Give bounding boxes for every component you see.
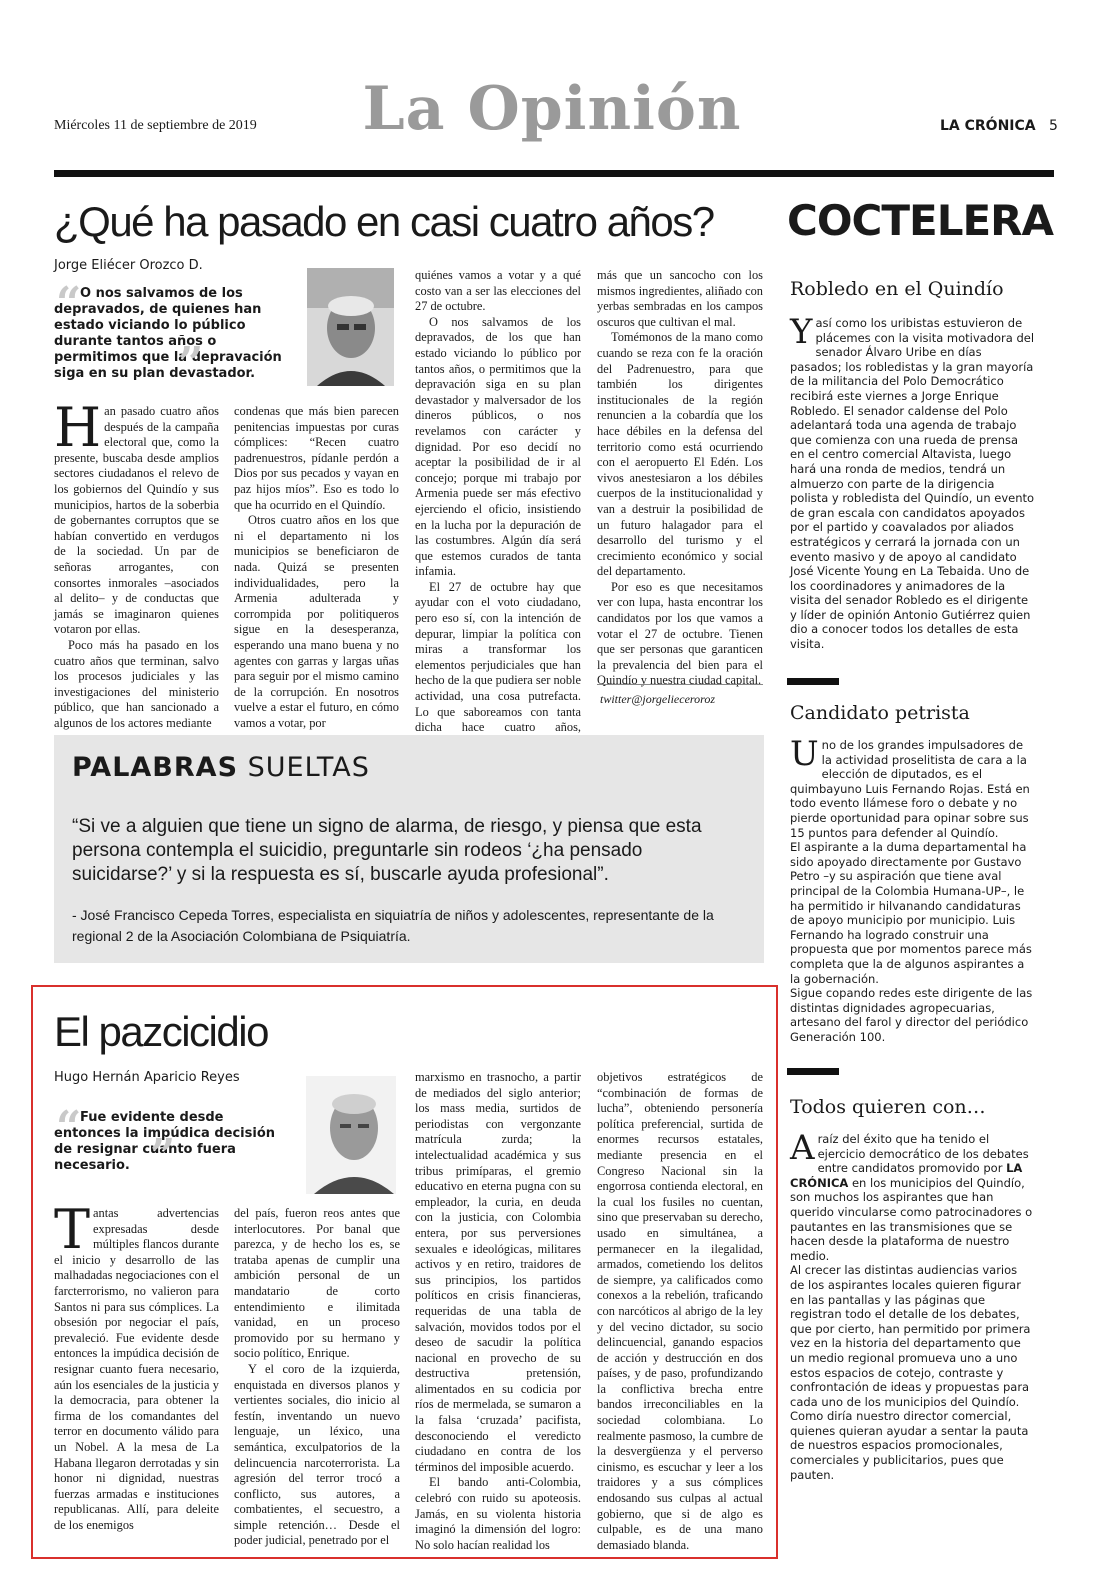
- article1-column-2: [234, 404, 399, 731]
- paragraph: así como los uribistas estuvieron de plácemes con la visita motivadora del senador Álvaro Uribe en días pasados; los robledistas y la gran mayoría de la militancia del Polo Democrático recibirá este viernes a Jorge Enrique Robledo. El senador caldense del Polo adelantará toda una agenda de trabajo que comienza con una rueda de prensa en el centro comercial Altavista, luego hará una ronda de medios, tendrá un almuerzo con parte de la dirigencia polista y robledista del Quindío, un evento de gran escala con candidatos apoyados por el partido y coavalados por aliados estratégicos y cerrará la jornada con un evento masivo y de apoyo al candidato José Vicente Young en La Tebaida. Uno de los coordinadores y animadores de la visita del senador Robledo es el dirigente y líder de opinión Antonio Gutiérrez quien dio a conocer todos los detalles de esta visita.: [790, 316, 1035, 652]
- page-number: 5: [1049, 118, 1058, 134]
- coctelera-heading: Robledo en el Quindío: [790, 278, 1004, 300]
- coctelera-heading: Candidato petrista: [790, 702, 970, 724]
- title-bold: PALABRAS: [72, 752, 239, 783]
- article1-column-3: [415, 268, 581, 751]
- article2-column-2: [234, 1206, 400, 1549]
- paragraph: Sigue copando redes este dirigente de las distintas dignidades agropecuarias, artesano del farol y director del periódico Generación 100.: [790, 986, 1033, 1044]
- pull-quote: [54, 1102, 294, 1181]
- paragraph: más que un sancocho con los mismos ingredientes, aliñado con yerbas sembradas en los campos oscuros que cultivan el mal.: [597, 268, 763, 329]
- paragraph: antas advertencias expresadas desde múltiples flancos durante el inicio y desarrollo de las malhadadas negociaciones con el farcterrorismo, no valieron para Santos ni para sus cómplices. La obsesión por negociar el país, prevaleció. Fue evidente desde entonces la impúdica decisión de resignar cuanto fuera necesario, aún los esenciales de la justicia y la democracia, para obtener la firma de los comandantes del terror en documento válido para un Nobel. A la mesa de La Habana llegaron derrotadas y sin honor ni dignidad, nuestras fuerzas armadas e instituciones republicanas. Allí, para deleite de los enemigos: [54, 1206, 219, 1532]
- drop-cap: H: [54, 396, 102, 459]
- coctelera-item: [790, 734, 1035, 1044]
- paragraph: Como diría nuestro director comercial, quienes quieran ayudar a sentar la pauta de nuestros espacios promocionales, comerciales y publicitarios, pues que pauten.: [790, 1409, 1029, 1482]
- quote-text: “Si ve a alguien que tiene un signo de alarma, de riesgo, y piensa que esta persona contempla el suicidio, preguntarle sin rodeos ‘¿ha pensado suicidarse?’ y si la respuesta es sí, buscarle ayuda profesional”.: [72, 816, 702, 885]
- author-portrait-icon: [306, 1076, 396, 1194]
- drop-cap: U: [790, 734, 819, 774]
- quote-attribution: - José Francisco Cepeda Torres, especialista en siquiatría de niños y adolescentes, representante de la regional 2 de la Asociación Colombiana de Psiquiatría.: [72, 907, 714, 944]
- article-author: Jorge Eliécer Orozco D.: [54, 258, 203, 273]
- section-title: La Opinión: [362, 74, 742, 144]
- close-quote-icon: ”: [178, 338, 204, 389]
- article2-column-1: [54, 1198, 219, 1533]
- article2-column-4: [597, 1070, 763, 1553]
- open-quote-icon: “: [56, 278, 82, 329]
- text: raíz del éxito que ha tenido el ejercicio democrático de los debates entre candidatos promovido por: [817, 1132, 1029, 1176]
- paragraph: quiénes vamos a votar y a qué costo van a ser las elecciones del 27 de octubre.: [415, 268, 581, 314]
- paragraph: O nos salvamos de los depravados, de los que han estado viciando lo público por tantos años, o permitimos que la depravación siga en su plan devastador y malversador de los dineros públicos, o nos revelamos con carácter y dignidad. Por eso decidí no aceptar la posibilidad de ir al concejo; porque mi trabajo por Armenia puede ser más efectivo ejerciendo el oficio, insistiendo en la lucha por la depuración de las costumbres. Algún día será que estemos curados de tanta infamia.: [415, 314, 581, 579]
- article2-column-3: [415, 1070, 581, 1553]
- paragraph: El bando anti-Colombia, celebró con ruido su apoteosis. Jamás, en su violenta historia imaginó la dimensión del logro: No solo hacían realidad los: [415, 1475, 581, 1552]
- coctelera-item: [790, 1128, 1035, 1482]
- article1-column-1: [54, 396, 219, 731]
- author-photo: [307, 268, 394, 386]
- drop-cap: Y: [790, 312, 813, 352]
- paragraph: no de los grandes impulsadores de la actividad proselitista de cara a la elección de diputados, es el quimbayuno Luis Fernando Rojas. Está en todo evento llámese foro o debate y no pierde oportunidad para opinar sobre sus 15 puntos para defender al Quindío.: [790, 738, 1030, 840]
- pull-quote: [54, 278, 294, 389]
- paragraph: condenas que más bien parecen penitencias impuestas por curas cómplices: “Recen cuatro padrenuestros, pídanle perdón a Dios por sus pecados y vayan en paz hijos míos”. Eso es todo lo que ha ocurrido en el Quindío.: [234, 404, 399, 512]
- paragraph: Tomémonos de la mano como cuando se reza con fe la oración del Padrenuestro, para que también los dirigentes institucionales de la región renuncien a la cobardía que los hace débiles en la defensa del territorio como está ocurriendo con el aeropuerto El Edén. Los vivos anestesiaron a los débiles cuerpos de la institucionalidad y van a destruir la posibilidad de un futuro halagador para el desarrollo del turismo y el crecimiento económico y social del departamento.: [597, 330, 763, 579]
- paragraph: marxismo en trasnocho, a partir de mediados del siglo anterior; los mass media, surtidos de periodistas con vergonzante matrícula zurda; la intelectualidad académica y sus tribus primíparas, el gremio educativo en eterna pugna con su empleador, la curia, en deuda con la justicia, con Colombia entera, por sus perversiones sexuales e ideológicas, militares activos y en retiro, traidores de sus principios, los partidos políticos en crisis financieras, requeridas de una tabla de salvación, movidos todos por el deseo de sacudir la política nacional en provecho de su destructiva pretensión, alimentados en su codicia por ríos de mermelada, se sumaron a la falsa ‘cruzada’ pacifista, desconociendo el veredicto ciudadano en contra de los términos del imposible acuerdo.: [415, 1070, 581, 1474]
- paragraph: del país, fueron reos antes que interlocutores. Por banal que parezca, y de hecho los es, se trataba apenas de cumplir una ambición personal de un mandatario de corto entendimiento e ilimitada vanidad, en un proceso promovido por su hermano y socio político, Enrique.: [234, 1206, 400, 1361]
- paragraph: Y el coro de la izquierda, enquistada en diversos planos y vertientes sociales, dio inicio al festín, inventando un nuevo lenguaje, un léxico, una semántica, exculpatorios de la delincuencia narcoterrorista. La agresión del terror trocó a conflicto, sus autores, a combatientes, el secuestro, a simple retención… Desde el poder judicial, penetrado por el: [234, 1361, 400, 1548]
- pull-quote-text: O nos salvamos de los depravados, de quienes han estado viciando lo público durante tantos años o permitimos que la depravación siga en su plan devastador.: [54, 286, 282, 381]
- paragraph: Otros cuatro años en los que ni el departamento ni los municipios se beneficiaron de nada. Quizá se presenten individualidades, pero la Armenia adulterada y corrompida por politiqueros sigue en la desesperanza, esperando una mano buena y no agentes con garras y largas uñas para seguir por el mismo camino de la corrupción. En nosotros vuelve a estar el futuro, en cómo vamos a votar, por: [234, 513, 399, 730]
- paragraph: El 27 de octubre hay que ayudar con el voto ciudadano, pero eso sí, con la intención de depurar, limpiar la política con miras a transformar los elementos perjudiciales que han hecho de la que pudiera ser noble actividad, una cosa putrefacta. Lo que saboreamos con tanta dicha hace cuatro años,: [415, 579, 581, 735]
- author-photo: [306, 1076, 396, 1194]
- paragraph: Poco más ha pasado en los cuatro años que terminan, salvo los procesos judiciales y las investigaciones del ministerio público, que han sancionado a algunos de los actores mediante: [54, 637, 219, 730]
- article-title: El pazcicidio: [54, 1008, 268, 1055]
- paragraph: El aspirante a la duma departamental ha sido apoyado directamente por Gustavo Petro –y su aspiración que tiene aval principal de la Colombia Humana-UP–, le ha permitido ir hilvanando candidaturas de apoyo municipio por municipio. Luis Fernando ha logrado construir una propuesta que por momentos parece más completa que la de algunos aspirantes a la gobernación.: [790, 840, 1032, 986]
- paragraph: Por eso es que necesitamos ver con lupa, hasta encontrar los candidatos por los que vamos a votar el 27 de octubre. Tienen que ser personas que garanticen la prevalencia del bien para el Quindío y nuestra ciudad capital.: [597, 579, 763, 688]
- issue-date: Miércoles 11 de septiembre de 2019: [54, 118, 257, 133]
- close-quote-icon: ”: [150, 1130, 176, 1181]
- newspaper-name-inline: LA CRÓNICA: [790, 1161, 1023, 1190]
- title-light: SUELTAS: [247, 752, 370, 783]
- drop-cap: T: [54, 1198, 91, 1261]
- author-portrait-icon: [307, 268, 394, 386]
- twitter-rule: [597, 684, 763, 685]
- section-rule: [787, 1068, 839, 1075]
- pull-quote-text: Fue evidente desde entonces la impúdica decisión de resignar cuanto fuera necesario.: [54, 1110, 276, 1173]
- author-twitter: twitter@jorgelieceroroz: [600, 692, 716, 706]
- drop-cap: A: [790, 1128, 815, 1168]
- text: en los municipios del Quindío, son muchos los aspirantes que han querido vincularse como patrocinadores o pautantes en las transmisiones que se hacen desde la plataforma de nuestro medio.: [790, 1175, 1033, 1263]
- paragraph: Al crecer las distintas audiencias varios de los aspirantes locales quieren figurar en las pantallas y las páginas que registran todo el detalle de los debates, que por cierto, han permitido por primera vez en la historia del departamento que un medio regional promueva uno a uno estos espacios de cotejo, contraste y confrontación de ideas y propuestas para cada uno de los municipios del Quindío.: [790, 1263, 1031, 1409]
- section-rule: [787, 678, 839, 685]
- article-author: Hugo Hernán Aparicio Reyes: [54, 1070, 240, 1085]
- header-rule: [54, 170, 1054, 177]
- palabras-sueltas-title: [72, 752, 370, 783]
- newspaper-name: LA CRÓNICA: [940, 118, 1036, 134]
- paragraph: objetivos estratégicos de “combinación de formas de lucha”, obteniendo personería política preferencial, surtida de enormes recursos estatales, mediante presencia en el Congreso Nacional sin la engorrosa contienda electoral, en la cual los fusiles no cuentan, sino que preservaban su derecho, usado en simultánea, a permanecer en la ilegalidad, armados, cometiendo los delitos de siempre, ya calificados como conexos a la rebelión, traficando con narcóticos al abrigo de la ley y del vecino dictador, su socio delincuencial, ganando espacios de acción y destrucción en dos países, y de paso, profundizando la conflictiva brecha entre bandos irreconciliables en la sociedad colombiana. Lo realmente pasmoso, la cumbre de la desvergüenza y el perverso cinismo, es escuchar y leer a los traidores y a sus cómplices endosando sus culpas al actual gobierno, que si de algo es culpable, es de una mano demasiado blanda.: [597, 1070, 763, 1552]
- article-title: ¿Qué ha pasado en casi cuatro años?: [54, 198, 714, 245]
- open-quote-icon: “: [56, 1102, 82, 1153]
- paragraph: an pasado cuatro años después de la campaña electoral que, como la presente, buscaba desde amplios sectores ciudadanos el relevo de los gobiernos del Quindío y sus municipios, hartos de la soberbia de gobernantes corruptos que se habían convertido en verdugos de la sociedad. Un par de señoras arrogantes, con consortes inmorales –asociados al delito– y de conductas que jamás se imaginaron quienes votaron por ellas.: [54, 404, 219, 637]
- article1-column-4: [597, 268, 763, 689]
- coctelera-item: [790, 312, 1035, 652]
- coctelera-title: COCTELERA: [787, 196, 1053, 245]
- coctelera-heading: Todos quieren con…: [790, 1096, 986, 1118]
